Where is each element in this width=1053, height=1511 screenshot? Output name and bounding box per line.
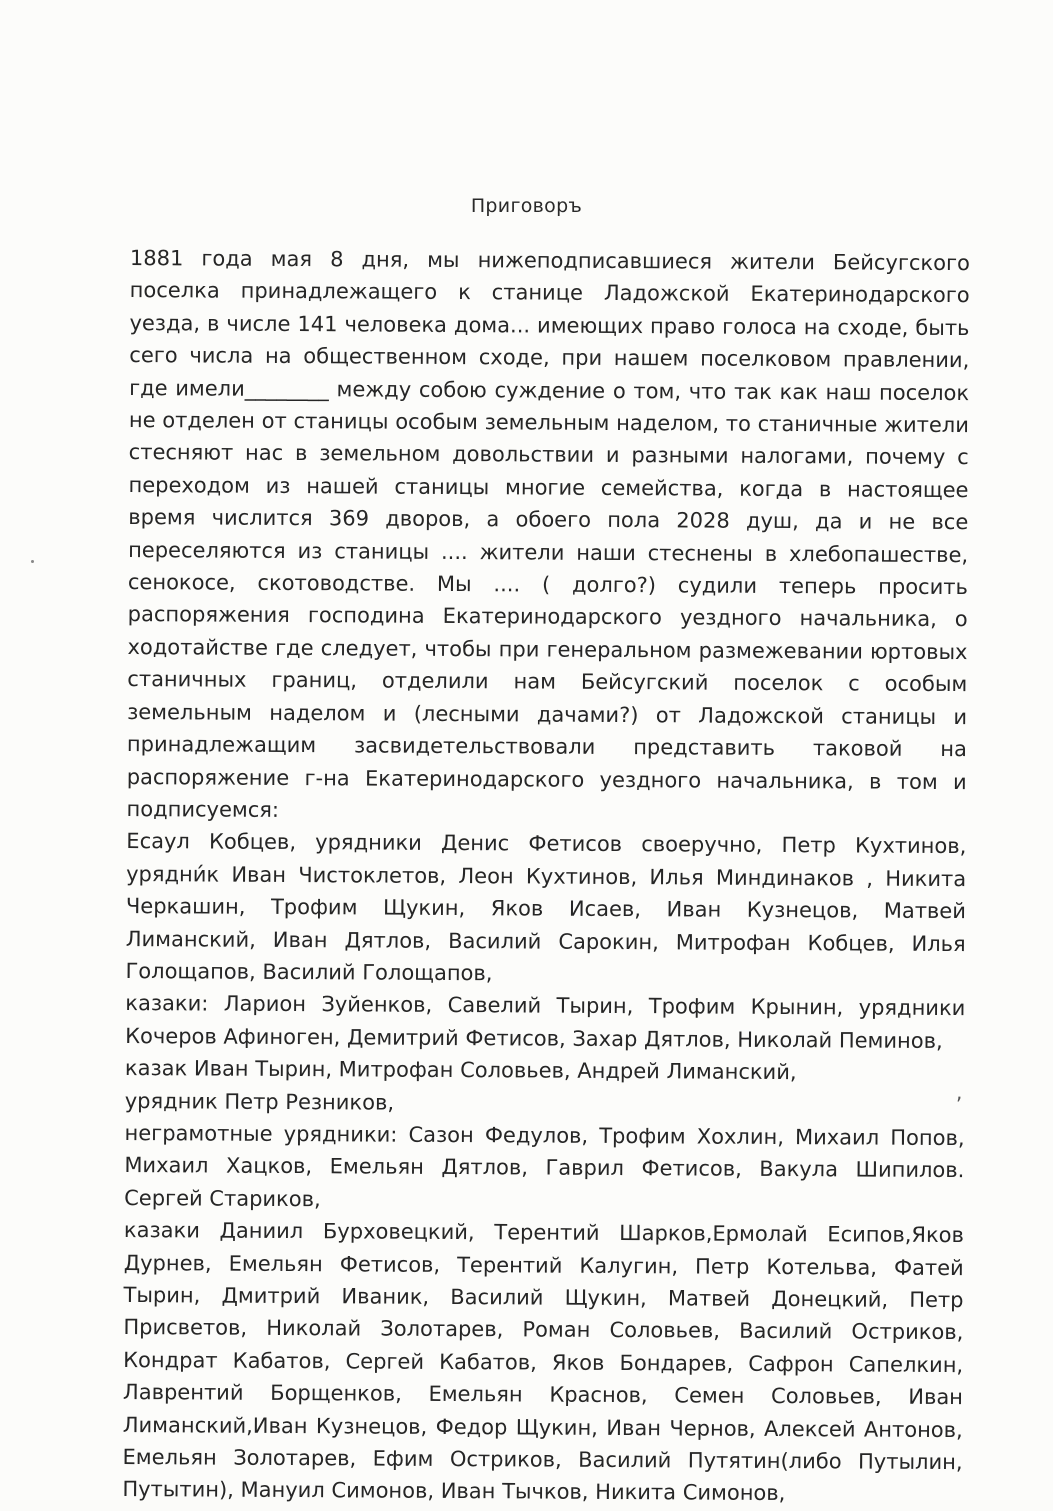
document-title: Приговоръ (470, 195, 583, 217)
scan-speck (31, 560, 34, 563)
signature-block-1: Есаул Кобцев, урядники Денис Фетисов своеручно, Петр Кухтинов, урядни́к Иван Чистоклетов, Леон Кухтинов, Илья Миндинаков , Никита Черкашин, Трофим Щукин, Яков Исаев, Иван Кузнецов, Матвей Лиманский, Иван Дятлов, Василий Сарокин, Митрофан Кобцев, Илья Голощапов, Василий Голощапов, (125, 829, 967, 986)
main-paragraph: 1881 года мая 8 дня, мы нижеподписавшиеся жители Бейсугского поселка принадлежащего к станице Ладожской Екатеринодарского уезда, в числе 141 человека дома... имеющих право голоса на сходе, быть сего числа на общественном сходе, при нашем поселковом правлении, где имели________ между собою суждение о том, что так как наш поселок не отделен от станицы особым земельным наделом, то станичные жители стесняют нас в земельном довольствии и разными налогами, почему с переходом из нашей станицы многие семейства, когда в настоящее время числится 369 дворов, а обоего пола 2028 душ, да и не все переселяются из станицы .... жители наши стеснены в хлебопашестве, сенокосе, скотоводстве. Мы .... ( долго?) судили теперь просить распоряжения господина Екатеринодарского уездного начальника, о ходотайстве где следует, чтобы при генеральном размежевании юртовых станичных границ, отделили нам Бейсугский поселок с особым земельным наделом и (лесными дачами?) от Ладожской станицы и принадлежащим засвидетельствовали представить таковой на распоряжение г-на Екатеринодарского уездного начальника, в том и подписуемся: (126, 245, 970, 822)
signature-block-2: казаки: Ларион Зуйенков, Савелий Тырин, Трофим Крынин, урядники Кочеров Афиноген, Демитрий Фетисов, Захар Дятлов, Николай Пеминов, (125, 991, 966, 1053)
signature-block-4: урядник Петр Резников, (124, 1088, 395, 1115)
signature-block-5: неграмотные урядники: Сазон Федулов, Трофим Хохлин, Михаил Попов, Михаил Хацков, Емельян Дятлов, Гаврил Фетисов, Вакула Шипилов. Сергей Стариков, (124, 1120, 965, 1211)
document-body (122, 242, 970, 1511)
signature-block-6: казаки Даниил Бурховецкий, Терентий Шарков,Ермолай Есипов,Яков Дурнев, Емельян Фетисов, Терентий Калугин, Петр Котельва, Фатей Тырин, Дмитрий Иваник, Василий Щукин, Матвей Донецкий, Петр Присветов, Николай Золотарев, Роман Соловьев, Василий Остриков, Кондрат Кабатов, Сергей Кабатов, Яков Бондарев, Сафрон Сапелкин, Лаврентий Борщенков, Емельян Краснов, Семен Соловьев, Иван Лиманский,Иван Кузнецов, Федор Щукин, Иван Чернов, Алексей Антонов, Емельян Золотарев, Ефим Остриков, Василий Путятин(либо Путылин, Путытин), Мануил Симонов, Иван Тычков, Никита Симонов, (122, 1218, 965, 1506)
stray-comma-mark: , (956, 1080, 963, 1104)
signature-block-3: казак Иван Тырин, Митрофан Соловьев, Андрей Лиманский, (124, 1056, 797, 1085)
